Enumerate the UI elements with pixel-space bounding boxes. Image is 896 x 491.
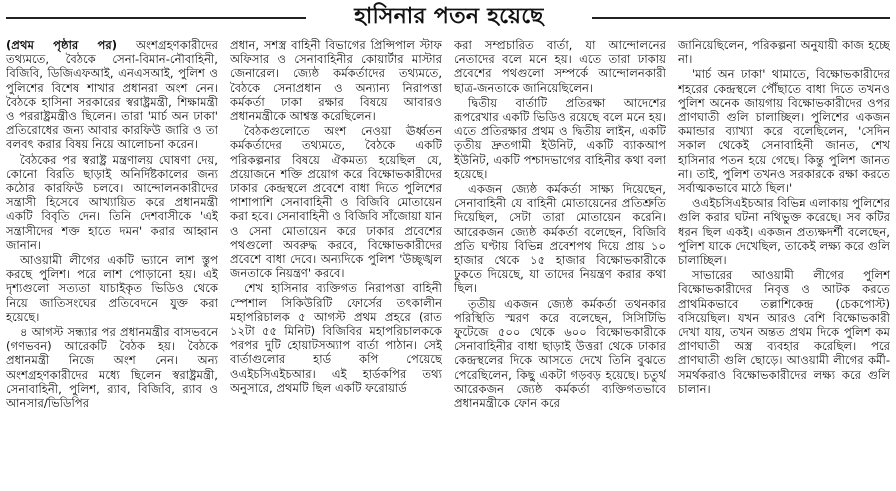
paragraph: ৪ আগস্ট সন্ধ্যার পর প্রধানমন্ত্রীর বাসভবনে (গণভবন) আরেকটি বৈঠক হয়। বৈঠকে প্রধানমন্ত্রী নিজে অংশ নেন। অন্য অংশগ্রহণকারীদের মধ্যে ছিলেন স্বরাষ্ট্রমন্ত্রী, সেনাবাহিনী, পুলিশ, র‌্যাব, বিজিবি, র‌্যাব ও আনসার/ভিডিপির <box>6 325 218 411</box>
column-4 <box>678 38 890 488</box>
paragraph: আওয়ামী লীগের একটি ভ্যানে লাশ স্তুপ করছে পুলিশ। পরে লাশ পোড়ানো হয়। এই দৃশ্যগুলো সত্যতা যাচাইকৃত ভিডিও থেকে নিয়ে জাতিসংঘের প্রতিবেদনে যুক্ত করা হয়েছে। <box>6 253 218 324</box>
paragraph: বৈঠকের পর স্বরাষ্ট্র মন্ত্রণালয় ঘোষণা দেয়, কোনো বিরতি ছাড়াই অনির্দিষ্টকালের জন্য কঠোর কারফিউ চলবে। আন্দোলনকারীদের সন্ত্রাসী হিসেবে আখ্যায়িত করে প্রধানমন্ত্রী একটি বিবৃতি দেন। তিনি দেশবাসীকে 'এই সন্ত্রাসীদের শক্ত হাতে দমন' করার আহ্বান জানান। <box>6 152 218 252</box>
paragraph: দ্বিতীয় বার্তাটি প্রতিরক্ষা আদেশের রূপরেখার একটি ভিডিও রয়েছে বলে মনে হয়। এতে প্রতিরক্ষার প্রথম ও দ্বিতীয় লাইন, একটি তৃতীয় দ্রুতগামী ইউনিট, একটি ব্যাকআপ ইউনিট, একটি পশ্চাদভাগের বাহিনীর কথা বলা হয়েছে। <box>454 95 666 181</box>
paragraph: সাভারের আওয়ামী লীগের পুলিশ বিক্ষোভকারীদের নিবৃত্ত ও আটক করতে প্রাথমিকভাবে তল্লাশিকেন্দ্র (চেকপোস্ট) বসিয়েছিল। যখন আরও বেশি বিক্ষোভকারী দেখা যায়, তখন অন্তত প্রথম দিকে পুলিশ কম প্রাণঘাতী অস্ত্র ব্যবহার করেছিল। পরে প্রাণঘাতী গুলি ছোড়ে। আওয়ামী লীগের কর্মী-সমর্থকরাও বিক্ষোভকারীদের লক্ষ্য করে গুলি চালান। <box>678 268 890 396</box>
paragraph: করা সম্প্রচারিত বার্তা, যা আন্দোলনের নেতাদের বলে মনে হয়। এতে তারা ঢাকায় প্রবেশের পথগুলো সম্পর্কে আন্দোলনকারী ছাত্র-জনতাকে জানিয়েছিলেন। <box>454 38 666 95</box>
paragraph: বৈঠকগুলোতে অংশ নেওয়া ঊর্ধ্বতন কর্মকর্তাদের তথ্যমতে, বৈঠকে একটি পরিকল্পনার বিষয়ে ঐকমত্য হয়েছিল যে, প্রয়োজনে শক্তি প্রয়োগ করে বিক্ষোভকারীদের ঢাকার কেন্দ্রস্থলে প্রবেশে বাধা দিতে পুলিশের পাশাপাশি সেনাবাহিনী ও বিজিবি মোতায়েন করা হবে। সেনাবাহিনী ও বিজিবি সাঁজোয়া যান ও সেনা মোতায়েন করে ঢাকার প্রবেশের পথগুলো অবরুদ্ধ করবে, বিক্ষোভকারীদের প্রবেশে বাধা দেবে। অন্যদিকে পুলিশ 'উচ্ছৃঙ্খল জনতাকে নিয়ন্ত্রণ' করবে। <box>230 124 442 281</box>
headline: হাসিনার পতন হয়েছে <box>354 4 544 29</box>
paragraph: একজন জ্যেষ্ঠ কর্মকর্তা সাক্ষ্য দিয়েছেন, সেনাবাহিনী যে বাহিনী মোতায়েনের প্রতিশ্রুতি দিয়েছিল, সেটা তারা মোতায়েন করেনি। আরেকজন জ্যেষ্ঠ কর্মকর্তা বলেছেন, বিজিবি প্রতি ঘণ্টায় বিভিন্ন প্রবেশপথ দিয়ে প্রায় ১০ হাজার থেকে ১৫ হাজার বিক্ষোভকারীকে ঢুকতে দিয়েছে, যা তাদের নিয়ন্ত্রণ করার কথা ছিল। <box>454 182 666 296</box>
article-body <box>6 38 890 488</box>
column-1 <box>6 38 218 488</box>
paragraph: জানিয়েছিলেন, পরিকল্পনা অনুযায়ী কাজ হচ্ছে না। <box>678 38 890 67</box>
page-header <box>0 0 896 34</box>
paragraph: শেখ হাসিনার ব্যক্তিগত নিরাপত্তা বাহিনী স্পেশাল সিকিউরিটি ফোর্সের তৎকালীন মহাপরিচালক ৫ আগস্ট প্রথম প্রহরে (রাত ১২টা ৫৫ মিনিট) বিজিবির মহাপরিচালককে পরপর দুটি হোয়াটসঅ্যাপ বার্তা পাঠান। সেই বার্তাগুলোর হার্ড কপি পেয়েছে ওএইচসিএইচআর। এই হার্ডকপির তথ্য অনুসারে, প্রথমটি ছিল একটি ফরোয়ার্ড <box>230 281 442 395</box>
paragraph: তৃতীয় একজন জ্যেষ্ঠ কর্মকর্তা তথনকার পরিস্থিতি স্মরণ করে বলেছেন, সিসিটিভি ফুটেজে ৫০০ থেকে ৬০০ বিক্ষোভকারীকে সেনাবাহিনীর বাধা ছাড়াই উত্তরা থেকে ঢাকার কেন্দ্রস্থলের দিকে আসতে দেখে তিনি বুঝতে পেরেছিলেন, কিছু একটা গড়বড় হয়েছে। চতুর্থ আরেকজন জ্যেষ্ঠ কর্মকর্তা ব্যক্তিগতভাবে প্রধানমন্ত্রীকে ফোন করে <box>454 296 666 411</box>
header-rule-left <box>6 17 306 19</box>
paragraph: প্রধান, সশস্ত্র বাহিনী বিভাগের প্রিন্সিপাল স্টাফ অফিসার ও সেনাবাহিনীর কোয়ার্টার মাস্টার জেনারেল। জ্যেষ্ঠ কর্মকর্তাদের তথ্যমতে, বৈঠকে সেনাপ্রধান ও অন্যান্য নিরাপত্তা কর্মকর্তা ঢাকা রক্ষার বিষয়ে আবারও প্রধানমন্ত্রীকে আশ্বস্ত করেছিলেন। <box>230 38 442 124</box>
paragraph <box>6 38 218 152</box>
paragraph: ওএইচসিএইচআর বিভিন্ন এলাকায় পুলিশের গুলি করার ঘটনা নথিভুক্ত করেছে। সব কটির ধরন ছিল একই। একজন প্রত্যক্ষদর্শী বলেছেন, পুলিশ যাকে দেখেছিল, তাকেই লক্ষ্য করে গুলি চালাচ্ছিল। <box>678 196 890 268</box>
continuation-label: (প্রথম পৃষ্ঠার পর) <box>6 38 118 52</box>
paragraph: 'মার্চ অন ঢাকা' থামাতে, বিক্ষোভকারীদের শহরের কেন্দ্রস্থলে পৌঁছাতে বাধা দিতে তখনও পুলিশ অনেক জায়গায় বিক্ষোভকারীদের ওপর প্রাণঘাতী গুলি চালাচ্ছিল। পুলিশের একজন কমান্ডার ব্যাখ্যা করে বলেছিলেন, 'সেদিন সকাল থেকেই সেনাবাহিনী জানত, শেখ হাসিনার পতন হয়ে গেছে। কিন্তু পুলিশ জানত না। তাই, পুলিশ তখনও সরকারকে রক্ষা করতে সর্বাত্মকভাবে মাঠে ছিল।' <box>678 67 890 196</box>
paragraph-text: অংশগ্রহণকারীদের তথ্যমতে, বৈঠকে সেনা-বিমান-নৌবাহিনী, বিজিবি, ডিজিএফআই, এনএসআই, পুলিশ ও পুলিশের বিশেষ শাখার প্রধানরা অংশ নেন। বৈঠকে হাসিনা সরকারের স্বরাষ্ট্রমন্ত্রী, শিক্ষামন্ত্রী ও পররাষ্ট্রমন্ত্রীও ছিলেন। তারা 'মার্চ অন ঢাকা' প্রতিরোধের জন্য আবার কারফিউ জারি ও তা বলবৎ করার বিষয় নিয়ে আলোচনা করেন। <box>6 38 218 152</box>
header-rule-right <box>592 17 890 19</box>
column-2 <box>230 38 442 488</box>
column-3 <box>454 38 666 488</box>
